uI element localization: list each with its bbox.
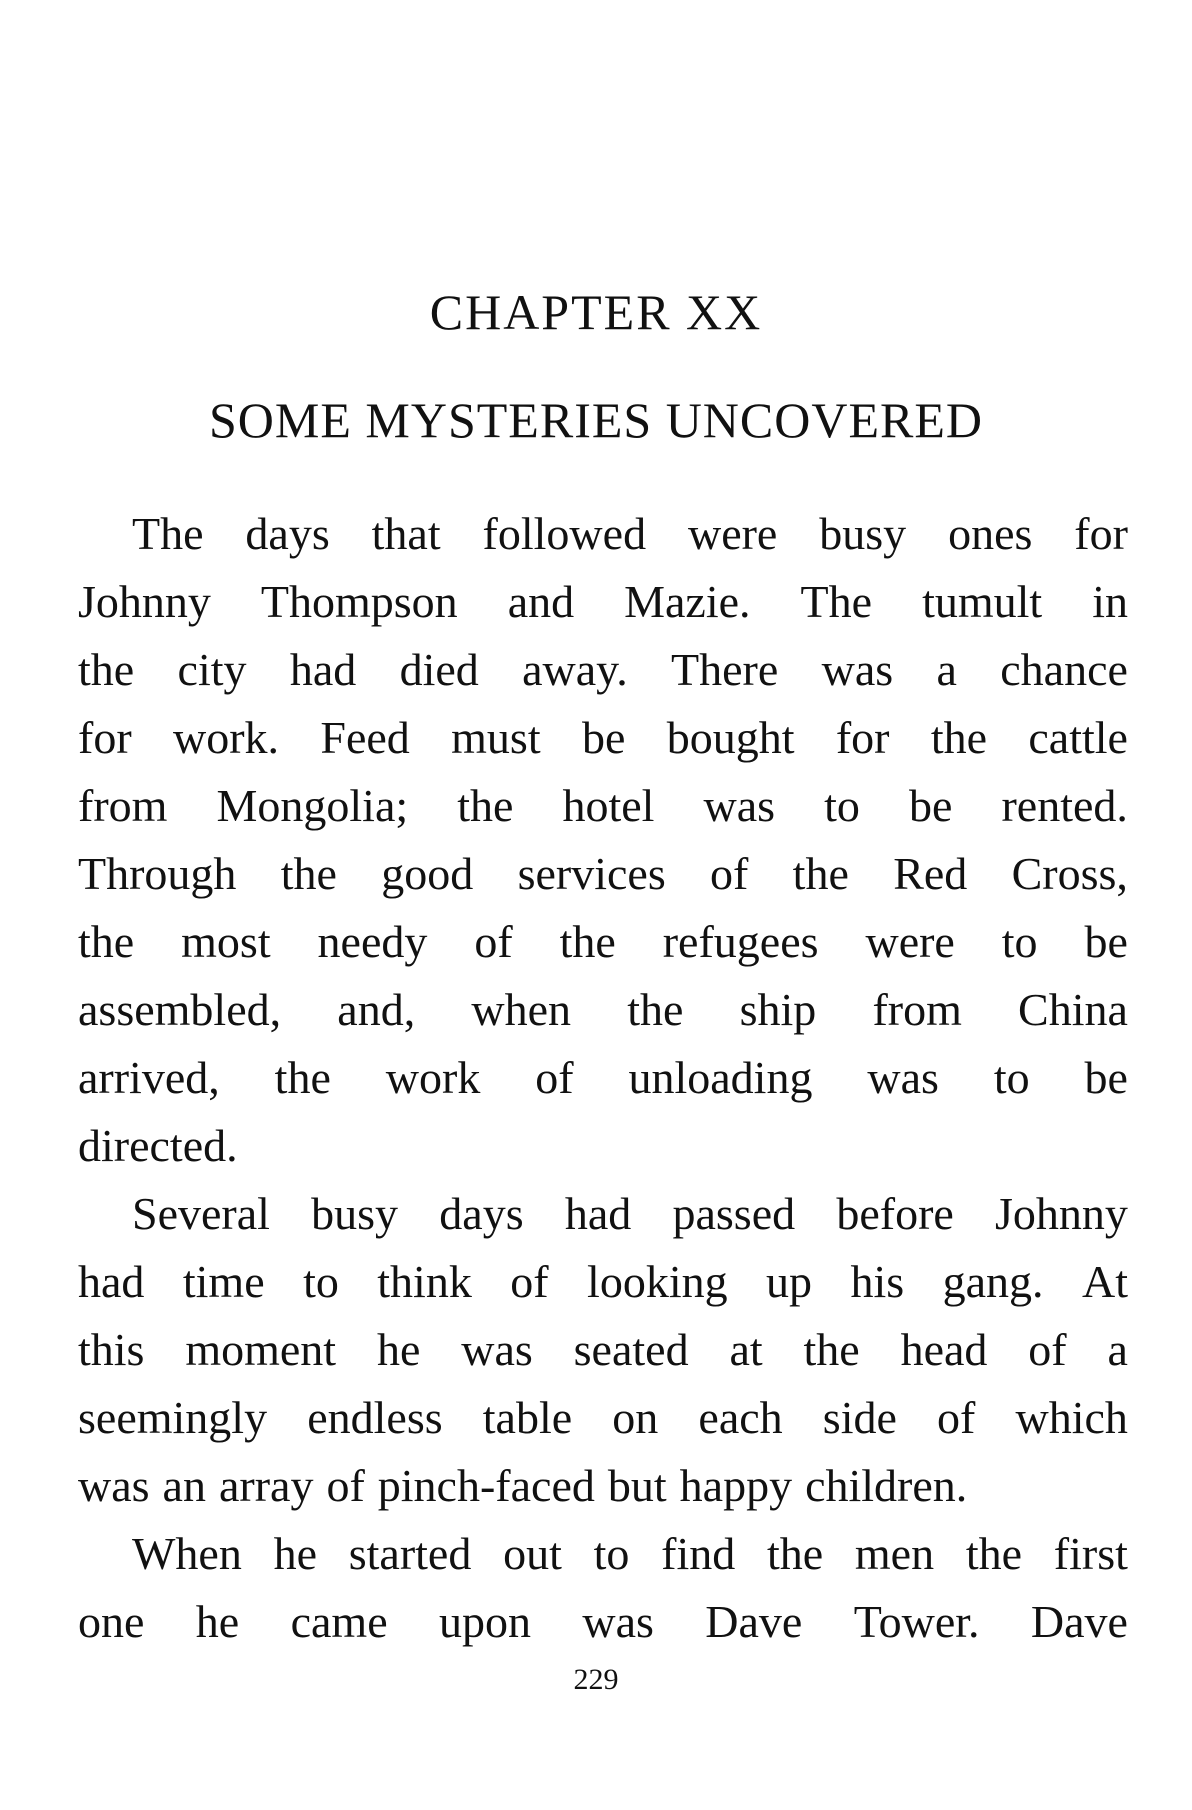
- body-text: [78, 500, 1128, 1656]
- text-line: Through the good services of the Red Cross,: [78, 848, 1128, 899]
- text-line: this moment he was seated at the head of a: [78, 1324, 1128, 1375]
- text-line: Several busy days had passed before Johnny: [132, 1188, 1128, 1239]
- text-line: seemingly endless table on each side of which: [78, 1392, 1128, 1443]
- chapter-title: SOME MYSTERIES UNCOVERED: [208, 392, 984, 448]
- text-line: was an array of pinch-faced but happy children.: [78, 1460, 968, 1511]
- text-line: The days that followed were busy ones for: [132, 508, 1128, 559]
- text-line: Johnny Thompson and Mazie. The tumult in: [78, 576, 1128, 627]
- text-line: directed.: [78, 1120, 238, 1171]
- text-line: the city had died away. There was a chance: [78, 644, 1128, 695]
- text-line: arrived, the work of unloading was to be: [78, 1052, 1128, 1103]
- text-line: assembled, and, when the ship from China: [78, 984, 1128, 1035]
- chapter-number: CHAPTER XX: [429, 284, 763, 340]
- text-line: one he came upon was Dave Tower. Dave: [78, 1596, 1128, 1647]
- text-line: When he started out to find the men the first: [132, 1528, 1128, 1579]
- text-line: had time to think of looking up his gang. At: [78, 1256, 1128, 1307]
- text-line: from Mongolia; the hotel was to be rented.: [78, 780, 1128, 831]
- page-number: 229: [573, 1663, 619, 1696]
- text-line: for work. Feed must be bought for the cattle: [78, 712, 1128, 763]
- text-line: the most needy of the refugees were to be: [78, 916, 1128, 967]
